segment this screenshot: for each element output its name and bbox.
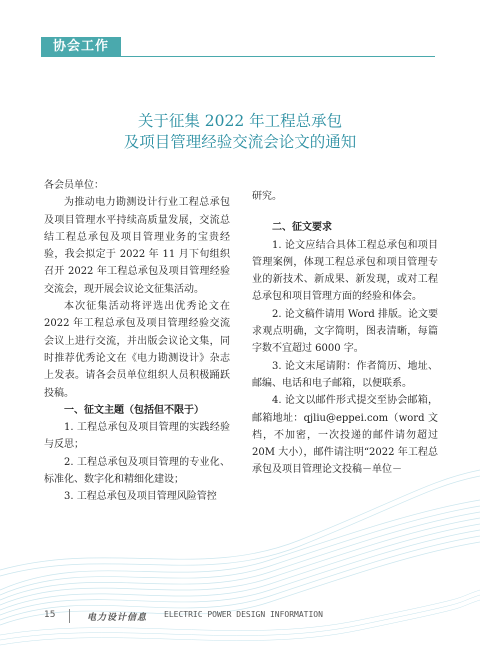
wave-decoration — [0, 440, 480, 663]
section-heading-topics: 一、征文主题（包括但不限于） — [64, 404, 204, 416]
requirement-item: 3. 论文末尾请附：作者简历、地址、邮编、电话和电子邮箱，以便联系。 — [252, 360, 438, 389]
requirement-item: 1. 论文应结合具体工程总承包和项目管理案例，体现工程总承包和项目管理专业的新技术、新成果、新发现，或对工程总承包和项目管理方面的经验和体会。 — [252, 239, 438, 303]
page-footer — [44, 609, 444, 625]
section-divider — [121, 56, 435, 57]
footer-divider — [69, 609, 70, 623]
notice-title-line-1: 关于征集 2022 年工程总承包 — [137, 112, 343, 130]
notice-title-line-2: 及项目管理经验交流会论文的通知 — [123, 133, 357, 151]
purpose-paragraph: 本次征集活动将评选出优秀论文在 2022 年工程总承包及项目管理经验交流会议上进行交流，并出版会议论文集，同时推荐优秀论文在《电力勘测设计》杂志上发表。请各会员单位组织人员积极踊跃投稿。 — [44, 301, 230, 399]
magazine-name-english: ELECTRIC POWER DESIGN INFORMATION — [164, 610, 323, 619]
intro-paragraph: 为推动电力勘测设计行业工程总承包及项目管理水平持续高质量发展，交流总结工程总承包及项目管理业务的宝贵经验，我会拟定于 2022 年 11 月下旬组织召开 2022 年工程总承包及项目管理经验交流会，现开展会议论文征集活动。 — [44, 197, 230, 295]
salutation: 各会员单位： — [44, 180, 104, 191]
section-tag: 协会工作 — [41, 37, 121, 57]
section-heading-requirements: 二、征文要求 — [272, 222, 332, 234]
requirement-item: 4. 论文以邮件形式提交至协会邮箱，邮箱地址：qjliu@eppei.com（word 文档，不加密，一次投递的邮件请勿超过 20M 大小），邮件请注明“2022 年工程总承包及项目管理论文投稿－单位－ — [252, 395, 438, 476]
page-number: 15 — [44, 610, 56, 620]
magazine-name: 电力设计信息 — [87, 613, 148, 623]
topic-item: 2. 工程总承包及项目管理的专业化、标准化、数字化和精细化建设； — [44, 456, 230, 486]
topic-item: 1. 工程总承包及项目管理的实践经验与反思； — [44, 422, 230, 451]
requirement-item: 2. 论文稿件请用 Word 排版。论文要求观点明确，文字简明，图表清晰，每篇字数不宜超过 6000 字。 — [252, 308, 438, 355]
topic-continuation: 研究。 — [252, 191, 282, 202]
topic-item: 3. 工程总承包及项目管理风险管控 — [64, 491, 217, 503]
right-column — [252, 188, 438, 479]
